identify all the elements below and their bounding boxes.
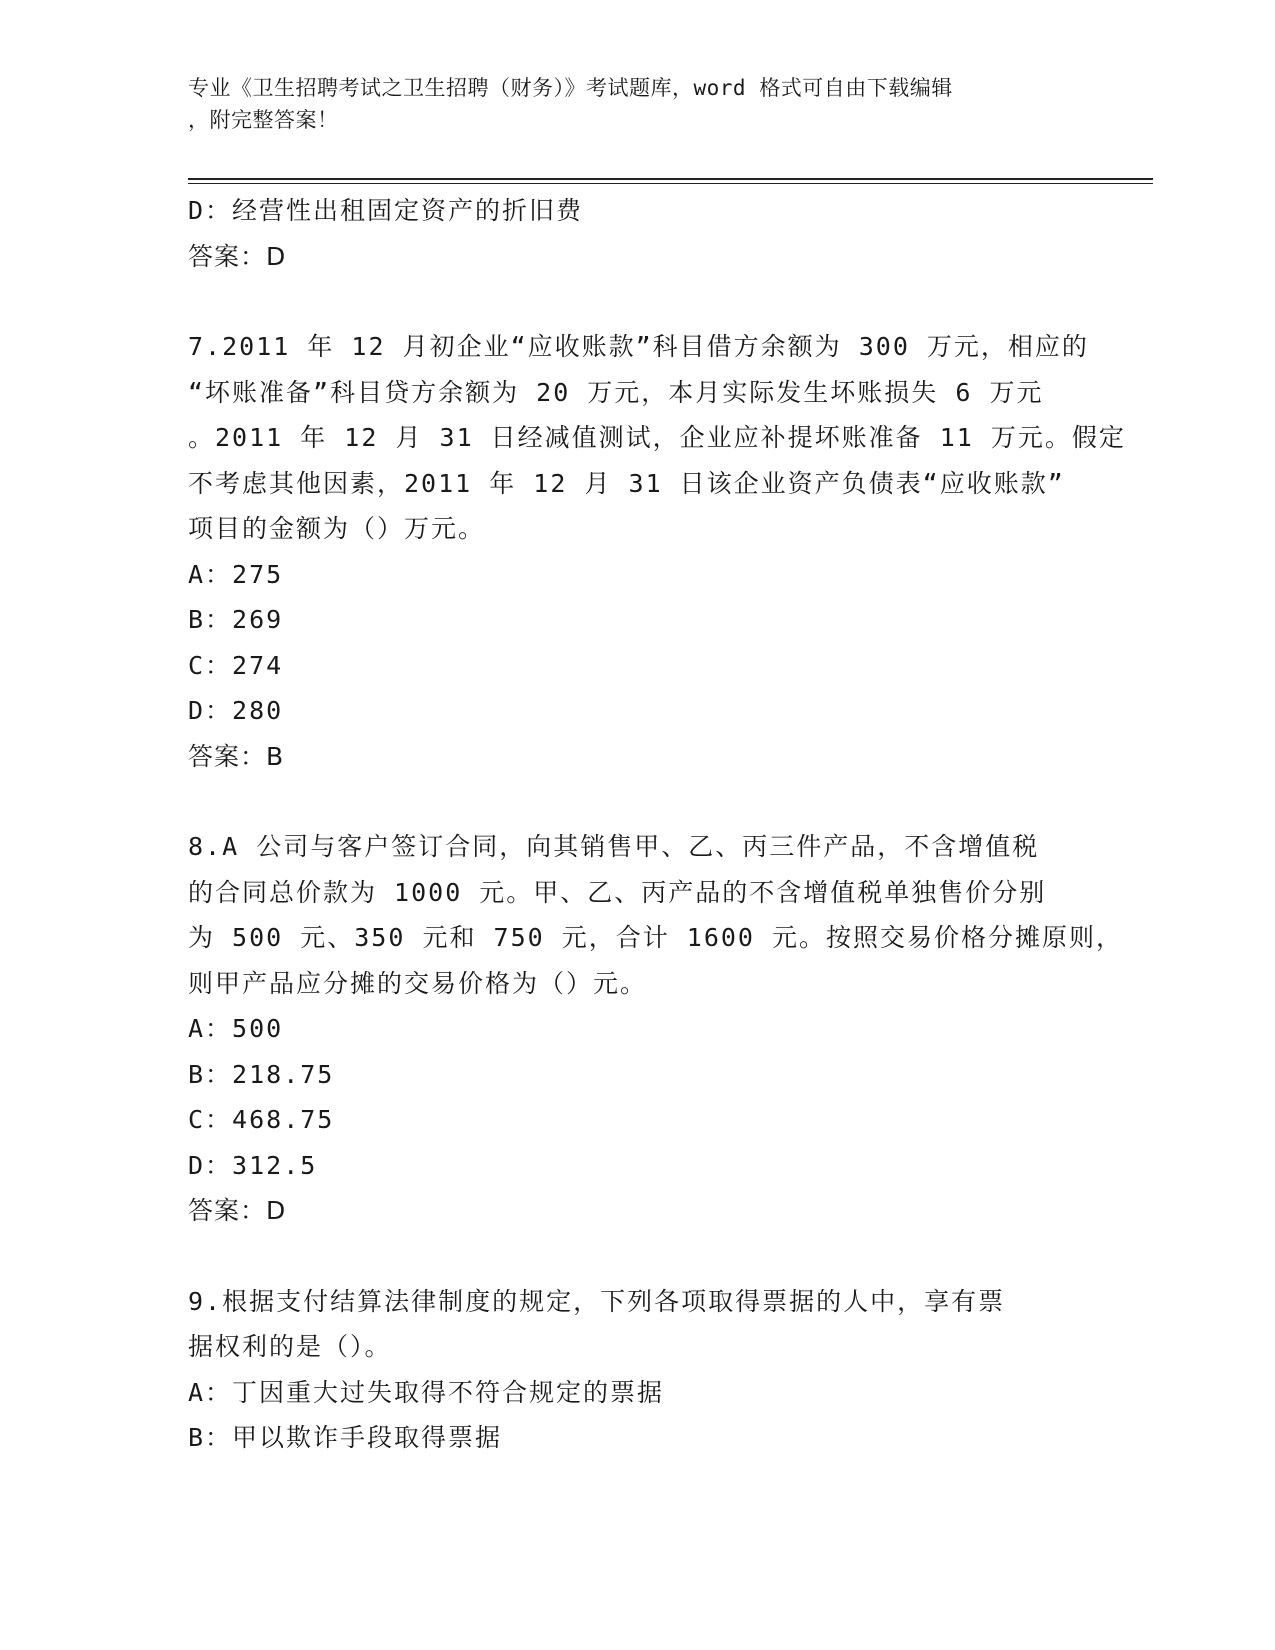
answer: 答案：B [188, 741, 285, 771]
answer: 答案：D [188, 1196, 287, 1225]
option-a: A：500 [188, 1014, 284, 1043]
question-text-line: 9.根据支付结算法律制度的规定，下列各项取得票据的人中，享有票 [188, 1286, 1006, 1316]
question-text-line: 7.2011 年 12 月初企业“应收账款”科目借方余额为 300 万元，相应的 [188, 332, 1089, 361]
option-b: B：甲以欺诈手段取得票据 [188, 1423, 503, 1452]
header-divider-thick [188, 178, 1153, 180]
option-c: C：274 [188, 650, 284, 680]
question-9 [188, 1279, 1088, 1461]
question-text-line: 。2011 年 12 月 31 日经减值测试，企业应补提坏账准备 11 万元。假定 [188, 423, 1126, 452]
option-a: A：丁因重大过失取得不符合规定的票据 [188, 1377, 665, 1407]
question-text-line: 为 500 元、350 元和 750 元，合计 1600 元。按照交易价格分摊原则， [188, 923, 1124, 952]
question-text-line: 不考虑其他因素，2011 年 12 月 31 日该企业资产负债表“应收账款” [188, 468, 1065, 498]
question-text-line: “坏账准备”科目贷方余额为 20 万元，本月实际发生坏账损失 6 万元 [188, 377, 1044, 407]
header-divider-thin [188, 183, 1153, 184]
question-text-line: 项目的金额为（）万元。 [188, 514, 486, 543]
option-b: B：269 [188, 605, 284, 634]
option-a: A：275 [188, 559, 284, 589]
question-text-line: 据权利的是（）。 [188, 1332, 392, 1361]
answer: 答案：D [188, 241, 287, 271]
option-d: D：280 [188, 696, 284, 725]
option-c: C：468.75 [188, 1105, 335, 1134]
header-line-1: 专业《卫生招聘考试之卫生招聘（财务）》考试题库，word 格式可自由下载编辑 [188, 76, 953, 100]
document-header [188, 72, 1068, 136]
option-d: D：经营性出租固定资产的折旧费 [188, 196, 584, 225]
question-8 [188, 824, 1124, 1234]
document-body [188, 188, 1126, 1461]
option-d: D：312.5 [188, 1150, 318, 1180]
question-text-line: 8.A 公司与客户签订合同，向其销售甲、乙、丙三件产品，不含增值税 [188, 832, 1040, 861]
option-b: B：218.75 [188, 1059, 335, 1089]
question-text-line: 则甲产品应分摊的交易价格为（）元。 [188, 968, 648, 998]
question-text-line: 的合同总价款为 1000 元。甲、乙、丙产品的不含增值税单独售价分别 [188, 877, 1047, 907]
header-line-2: ，附完整答案！ [188, 108, 339, 132]
question-7 [188, 324, 1126, 779]
previous-question-tail [188, 188, 1088, 279]
